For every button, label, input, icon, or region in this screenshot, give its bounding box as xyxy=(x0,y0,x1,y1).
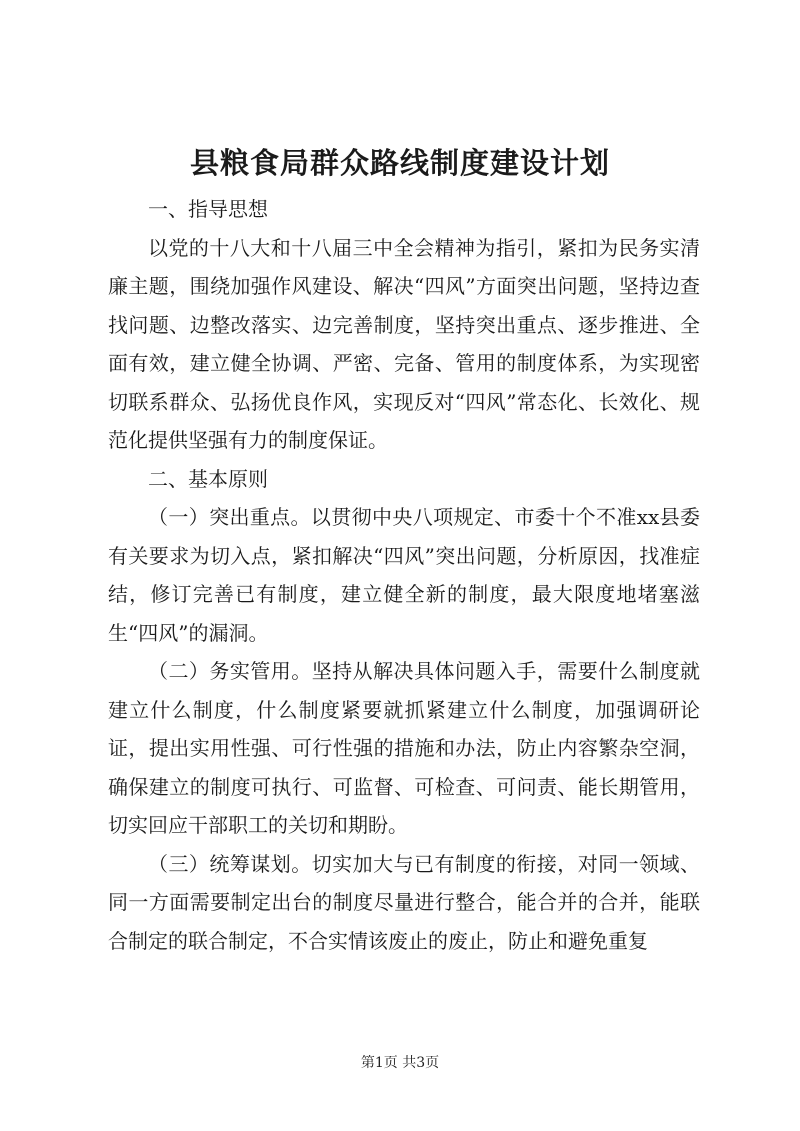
paragraph: （三）统筹谋划。切实加大与已有制度的衔接，对同一领域、同一方面需要制定出台的制度尽量进行整合，能合并的合并，能联合制定的联合制定，不合实情该废止的废止，防止和避免重复 xyxy=(108,851,700,953)
paragraph: （一）突出重点。以贯彻中央八项规定、市委十个不准xx县委有关要求为切入点，紧扣解决“四风”突出问题，分析原因，找准症结，修订完善已有制度，建立健全新的制度，最大限度地堵塞滋生“四风”的漏洞。 xyxy=(108,505,700,645)
section-heading-guiding-ideology: 一、指导思想 xyxy=(148,197,268,221)
document-title: 县粮食局群众路线制度建设计划 xyxy=(189,146,610,180)
paragraph: 以党的十八大和十八届三中全会精神为指引，紧扣为民务实清廉主题，围绕加强作风建设、解决“四风”方面突出问题，坚持边查找问题、边整改落实、边完善制度，坚持突出重点、逐步推进、全面有效，建立健全协调、严密、完备、管用的制度体系，为实现密切联系群众、弘扬优良作风，实现反对“四风”常态化、长效化、规范化提供坚强有力的制度保证。 xyxy=(108,235,700,452)
paragraph: （二）务实管用。坚持从解决具体问题入手，需要什么制度就建立什么制度，什么制度紧要就抓紧建立什么制度，加强调研论证，提出实用性强、可行性强的措施和办法，防止内容繁杂空洞，确保建立的制度可执行、可监督、可检查、可问责、能长期管用，切实回应干部职工的关切和期盼。 xyxy=(108,659,700,837)
page-number-footer: 第1页 共3页 xyxy=(360,1055,440,1071)
document-body xyxy=(108,190,700,960)
section-heading-basic-principles: 二、基本原则 xyxy=(148,466,268,491)
